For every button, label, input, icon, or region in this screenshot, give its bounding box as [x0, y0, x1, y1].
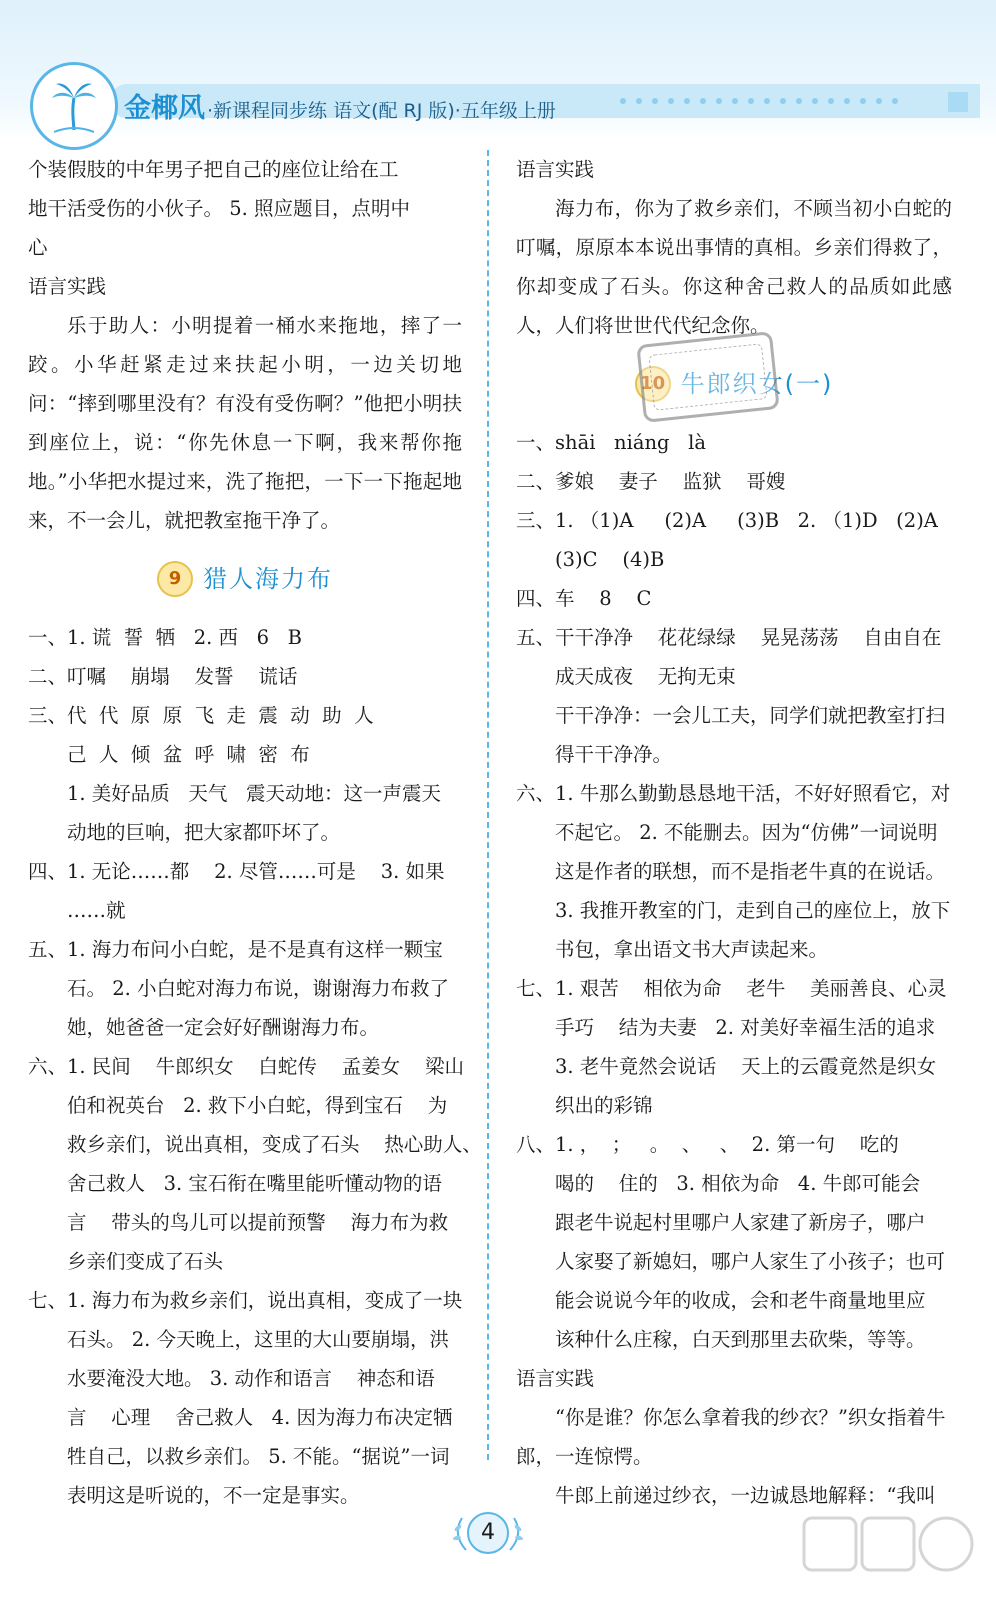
answer-line: 干干净净：一会儿工夫，同学们就把教室打扫	[555, 704, 946, 727]
header-dots	[620, 98, 898, 104]
answer-line: 能会说说今年的收成，会和老牛商量地里应	[555, 1289, 926, 1312]
lesson-number: 10	[635, 366, 671, 402]
book-subtitle: ·新课程同步练 语文(配 RJ 版)·五年级上册	[207, 100, 556, 122]
answer-line: 一、1. 谎 誓 牺 2. 西 6 B	[28, 626, 302, 649]
answer-line: 该种什么庄稼，白天到那里去砍柴，等等。	[555, 1328, 926, 1351]
answer-line: 一、shāi niáng là	[516, 431, 706, 454]
answer-line: 六、1. 民间 牛郎织女 白蛇传 孟姜女 梁山	[28, 1055, 464, 1078]
answer-line: 五、干干净净 花花绿绿 晃晃荡荡 自由自在	[516, 626, 942, 649]
answer-line: 二、叮嘱 崩塌 发誓 谎话	[28, 665, 298, 688]
answer-line: 1. 美好品质 天气 震天动地：这一声震天	[67, 782, 441, 805]
header-square	[948, 92, 968, 112]
lesson-title: 猎人海力布	[203, 564, 333, 593]
answer-line: 3. 老牛竟然会说话 天上的云霞竟然是织女	[555, 1055, 937, 1078]
answer-line: 三、代 代 原 原 飞 走 震 动 助 人	[28, 704, 374, 727]
brand-name: 金椰风	[124, 93, 205, 124]
practice-line: “你是谁？你怎么拿着我的纱衣？”织女指着牛	[555, 1406, 946, 1429]
answer-line: 七、1. 艰苦 相依为命 老牛 美丽善良、心灵	[516, 977, 947, 1000]
answer-line: 己 人 倾 盆 呼 啸 密 布	[67, 743, 310, 766]
answer-line: 书包，拿出语文书大声读起来。	[555, 938, 829, 961]
stamp-icon	[636, 331, 779, 423]
practice-paragraph: 海力布，你为了救乡亲们，不顾当初小白蛇的叮嘱，原原本本说出事情的真相。乡亲们得救了，你却变成了石头。你这种舍己救人的品质如此感人，人们将世世代代纪念你。	[516, 197, 952, 337]
section-label: 语言实践	[516, 158, 595, 181]
section-label: 语言实践	[516, 1367, 595, 1390]
answer-line: 五、1. 海力布问小白蛇，是不是真有这样一颗宝	[28, 938, 443, 961]
lesson-title: 牛郎织女(一)	[680, 369, 834, 398]
page-number-badge	[448, 1508, 528, 1558]
answer-line: 她，她爸爸一定会好好酬谢海力布。	[67, 1016, 380, 1039]
answer-line: 不起它。 2. 不能删去。因为“仿佛”一词说明	[555, 821, 938, 844]
answer-line: 这是作者的联想，而不是指老牛真的在说话。	[555, 860, 946, 883]
answer-line: 得干干净净。	[555, 743, 673, 766]
answer-line: 石头。 2. 今天晚上，这里的大山要崩塌，洪	[67, 1328, 450, 1351]
watermark-logo-icon	[800, 1512, 980, 1584]
answer-line: 石。 2. 小白蛇对海力布说，谢谢海力布救了	[67, 977, 450, 1000]
answer-line: 舍己救人 3. 宝石衔在嘴里能听懂动物的语	[67, 1172, 442, 1195]
book-title	[124, 86, 556, 124]
answer-line: 救乡亲们，说出真相，变成了石头 热心助人、	[67, 1133, 482, 1156]
left-column	[28, 150, 482, 1515]
palm-tree-logo-icon	[30, 62, 118, 150]
answer-line: 3. 我推开教室的门，走到自己的座位上，放下	[555, 899, 951, 922]
answer-line: 喝的 住的 3. 相依为命 4. 牛郎可能会	[555, 1172, 921, 1195]
answer-line: 地干活受伤的小伙子。 5. 照应题目，点明中	[28, 197, 411, 220]
answer-line: 表明这是听说的，不一定是事实。	[67, 1484, 360, 1507]
lesson-number: 9	[157, 561, 193, 597]
answer-line: 言 心理 舍己救人 4. 因为海力布决定牺	[67, 1406, 453, 1429]
answer-line: 牲自己，以救乡亲们。 5. 不能。“据说”一词	[67, 1445, 450, 1468]
answer-line: 人家娶了新媳妇，哪户人家生了小孩子；也可	[555, 1250, 946, 1273]
answer-line: 四、车 8 C	[516, 587, 652, 610]
answer-line: 心	[28, 236, 48, 259]
practice-line: 郎，一连惊愕。	[516, 1445, 653, 1468]
answer-line: 六、1. 牛那么勤勤恳恳地干活，不好好照看它，对	[516, 782, 951, 805]
answer-line: (3)C (4)B	[555, 548, 665, 571]
answer-line: 七、1. 海力布为救乡亲们，说出真相，变成了一块	[28, 1289, 463, 1312]
answer-line: 动地的巨响，把大家都吓坏了。	[67, 821, 341, 844]
answer-line: 言 带头的鸟儿可以提前预警 海力布为救	[67, 1211, 449, 1234]
answer-line: 水要淹没大地。 3. 动作和语言 神态和语	[67, 1367, 435, 1390]
answer-line: 八、1. ， ； 。 、 、 2. 第一句 吃的	[516, 1133, 899, 1156]
answer-line: 成天成夜 无拘无束	[555, 665, 736, 688]
answer-line: 跟老牛说起村里哪户人家建了新房子，哪户	[555, 1211, 926, 1234]
answer-line: 手巧 结为夫妻 2. 对美好幸福生活的追求	[555, 1016, 936, 1039]
section-label: 语言实践	[28, 275, 107, 298]
lesson-heading	[28, 540, 462, 618]
answer-line: ……就	[67, 899, 126, 922]
practice-line: 牛郎上前递过纱衣，一边诚恳地解释：“我叫	[555, 1484, 936, 1507]
answer-line: 三、1. （1)A (2)A (3)B 2. （1)D (2)A	[516, 509, 938, 532]
answer-line: 乡亲们变成了石头	[67, 1250, 224, 1273]
answer-line: 个装假肢的中年男子把自己的座位让给在工	[28, 158, 399, 181]
answer-line: 四、1. 无论……都 2. 尽管……可是 3. 如果	[28, 860, 445, 883]
page-header	[0, 0, 996, 140]
answer-line: 织出的彩锦	[555, 1094, 653, 1117]
answer-line: 伯和祝英台 2. 救下小白蛇，得到宝石 为	[67, 1094, 448, 1117]
answer-line: 二、爹娘 妻子 监狱 哥嫂	[516, 470, 786, 493]
practice-paragraph: 乐于助人：小明提着一桶水来拖地，摔了一跤。小华赶紧走过来扶起小明，一边关切地问：“摔到哪里没有？有没有受伤啊？”他把小明扶到座位上，说：“你先休息一下啊，我来帮你拖地。”小华把水提过来，洗了拖把，一下一下拖起地来，不一会儿，就把教室拖干净了。	[28, 314, 462, 532]
page-number: 4	[467, 1512, 509, 1554]
column-divider	[487, 150, 489, 1460]
